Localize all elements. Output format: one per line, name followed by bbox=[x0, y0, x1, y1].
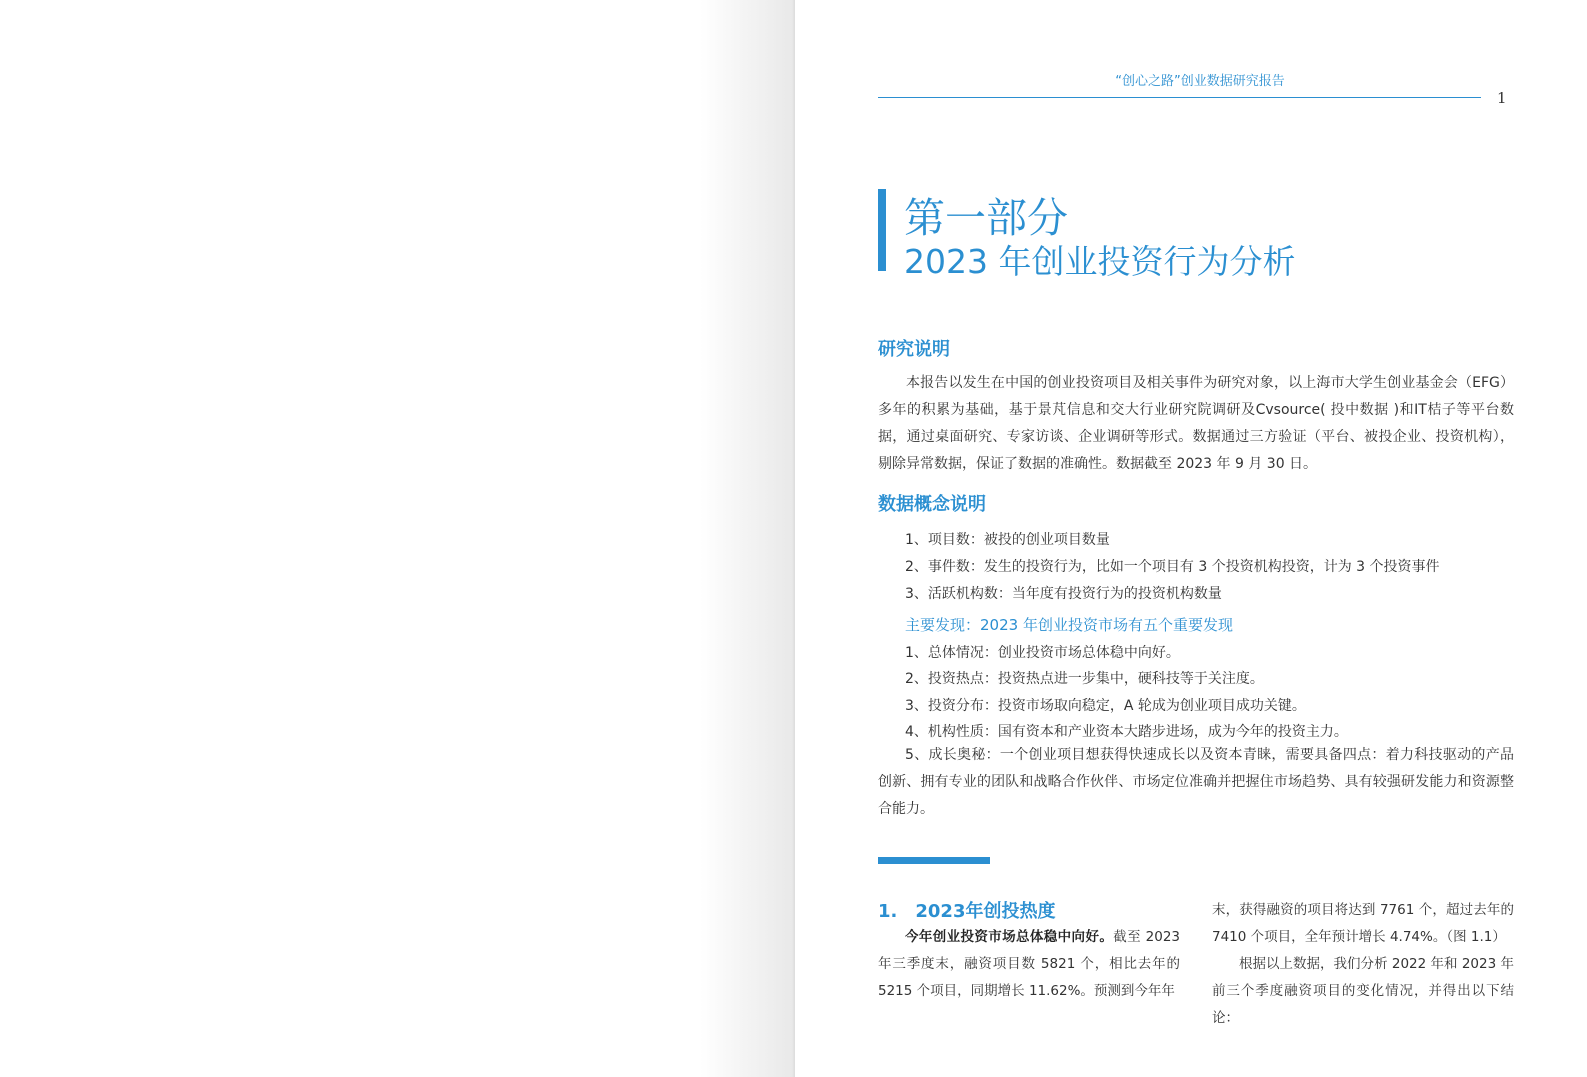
section-1-heading bbox=[878, 897, 1055, 923]
section-1-column-1 bbox=[878, 924, 1180, 1005]
research-note-body: 本报告以发生在中国的创业投资项目及相关事件为研究对象，以上海市大学生创业基金会（EFG）多年的积累为基础，基于景芃信息和交大行业研究院调研及Cvsource( 投中数据 )和IT桔子等平台数据，通过桌面研究、专家访谈、企业调研等形式。数据通过三方验证（平台、被投企业、投资机构），剔除异常数据，保证了数据的准确性。数据截至 2023 年 9 月 30 日。 bbox=[878, 375, 1514, 472]
column-1-text: 截至 2023 年三季度末，融资项目数 5821 个，相比去年的 5215 个项目，同期增长 11.62%。预测到今年年 bbox=[878, 929, 1180, 999]
finding-item: 2、投资热点：投资热点进一步集中，硬科技等于关注度。 bbox=[905, 671, 1264, 687]
header-rule bbox=[878, 97, 1481, 98]
finding-item: 4、机构性质：国有资本和产业资本大踏步进场，成为今年的投资主力。 bbox=[905, 724, 1348, 740]
concept-item: 1、项目数：被投的创业项目数量 bbox=[905, 532, 1110, 548]
concept-item: 2、事件数：发生的投资行为，比如一个项目有 3 个投资机构投资，计为 3 个投资事件 bbox=[905, 559, 1440, 575]
findings-title: 主要发现：2023 年创业投资市场有五个重要发现 bbox=[905, 616, 1233, 634]
lead-sentence: 今年创业投资市场总体稳中向好。 bbox=[905, 929, 1114, 945]
research-note-heading: 研究说明 bbox=[878, 339, 950, 360]
page-number: 1 bbox=[1497, 89, 1507, 107]
finding-item: 1、总体情况：创业投资市场总体稳中向好。 bbox=[905, 645, 1180, 661]
finding-item: 5、成长奥秘：一个创业项目想获得快速成长以及资本青睐，需要具备四点：着力科技驱动的产品创新、拥有专业的团队和战略合作伙伴、市场定位准确并把握住市场趋势、具有较强研发能力和资源整合能力。 bbox=[878, 747, 1514, 817]
section-number: 1. bbox=[878, 901, 898, 922]
title-accent-bar bbox=[878, 189, 886, 271]
running-header: “创心之路”创业数据研究报告 bbox=[1115, 74, 1285, 89]
section-1-column-2-para-2: 根据以上数据，我们分析 2022 年和 2023 年前三个季度融资项目的变化情况，并得出以下结论： bbox=[1212, 956, 1514, 1026]
concept-item: 3、活跃机构数：当年度有投资行为的投资机构数量 bbox=[905, 586, 1222, 602]
section-accent-bar bbox=[878, 857, 990, 864]
part-subtitle: 2023 年创业投资行为分析 bbox=[904, 242, 1296, 281]
section-1-column-2-para-1: 末，获得融资的项目将达到 7761 个，超过去年的 7410 个项目，全年预计增长 4.74%。（图 1.1） bbox=[1212, 902, 1514, 945]
finding-item: 3、投资分布：投资市场取向稳定，A 轮成为创业项目成功关键。 bbox=[905, 698, 1306, 714]
part-title: 第一部分 bbox=[904, 194, 1068, 242]
concepts-heading: 数据概念说明 bbox=[878, 494, 986, 515]
section-title: 2023年创投热度 bbox=[915, 901, 1056, 922]
